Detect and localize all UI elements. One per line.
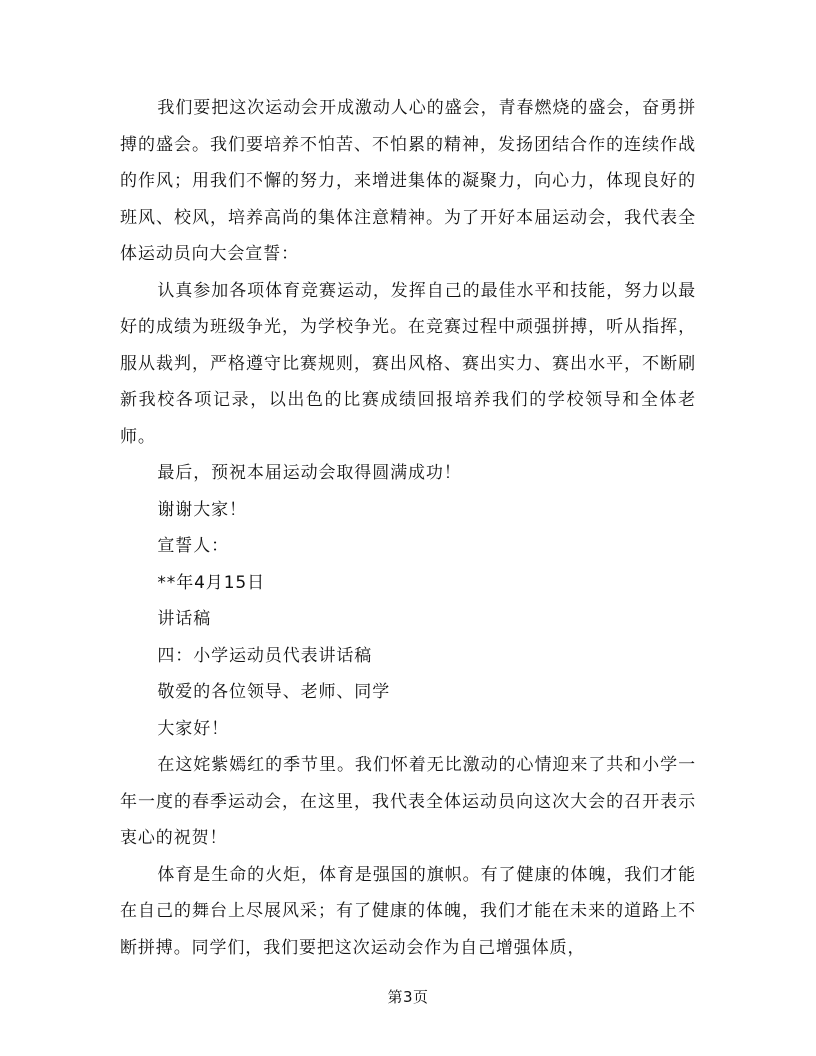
paragraph-sports-importance: 体育是生命的火炬，体育是强国的旗帜。有了健康的体魄，我们才能在自己的舞台上尽展风采；有了健康的体魄，我们才能在未来的道路上不断拼搏。同学们，我们要把这次运动会作为自己增强体质， xyxy=(120,864,696,958)
page-number: 第3页 xyxy=(387,988,429,1006)
paragraph-greeting: 大家好！ xyxy=(157,718,229,739)
paragraph-oath-taker: 宣誓人： xyxy=(157,536,229,556)
paragraph-salutation: 敬爱的各位领导、老师、同学 xyxy=(157,682,391,702)
paragraph-oath-body: 认真参加各项体育竞赛运动，发挥自己的最佳水平和技能，努力以最好的成绩为班级争光，为学校争光。在竞赛过程中顽强拼搏，听从指挥，服从裁判，严格遵守比赛规则，赛出风格、赛出实力、赛出水平，不断刷新我校各项记录，以出色的比赛成绩回报培养我们的学校领导和全体老师。 xyxy=(120,280,696,447)
paragraph-date: **年4月15日 xyxy=(157,572,266,593)
section-heading: 四：小学运动员代表讲话稿 xyxy=(157,645,373,666)
paragraph-opening: 在这姹紫嫣红的季节里。我们怀着无比激动的心情迎来了共和小学一年一度的春季运动会，在这里，我代表全体运动员向这次大会的召开表示衷心的祝贺！ xyxy=(120,755,696,848)
paragraph-oath-intro: 我们要把这次运动会开成激动人心的盛会，青春燃烧的盛会，奋勇拼搏的盛会。我们要培养不怕苦、不怕累的精神，发扬团结合作的连续作战的作风；用我们不懈的努力，来增进集体的凝聚力，向心力，体现良好的班风、校风，培养高尚的集体注意精神。为了开好本届运动会，我代表全体运动员向大会宣誓： xyxy=(120,98,696,264)
paragraph-thanks: 谢谢大家！ xyxy=(157,499,247,520)
document-body xyxy=(120,90,696,966)
paragraph-speech-label: 讲话稿 xyxy=(157,609,212,629)
paragraph-wishes: 最后，预祝本届运动会取得圆满成功！ xyxy=(157,463,462,483)
